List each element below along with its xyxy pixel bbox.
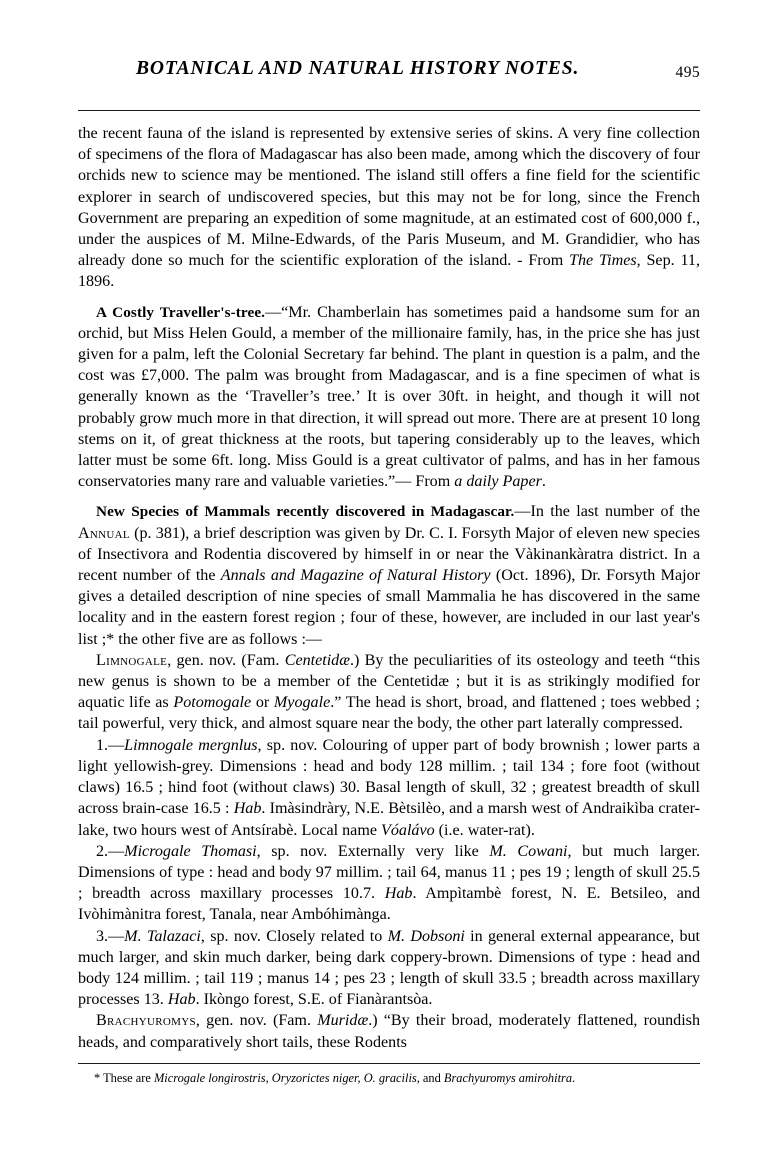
section-heading-costly-travellers-tree: A Costly Traveller's-tree. — [96, 303, 266, 321]
paragraph-species-3-m-talazaci — [78, 926, 700, 1011]
text-run: the recent fauna of the island is represented by extensive series of skins. A very fine collection of specimens of the flora of Madagascar has also been made, among which the discovery of four orchids new to science may be mentioned. The island still offers a fine field for the scientific explorer in search of undiscovered species, but this may not be for long, since the French Government are preparing an expedition of some magnitude, at an estimated cost of 600,000 f., under the auspices of M. Milne-Edwards, of the Paris Museum, and M. Grandidier, who has already done so much for the scientific exploration of the island. - From — [78, 125, 700, 270]
habitat-label: Hab — [384, 885, 413, 903]
running-head — [78, 58, 700, 104]
footnote-text — [78, 1070, 700, 1086]
journal-title-annals-and-magazine: Annals and Magazine of Natural History — [220, 567, 491, 585]
species-reference-m-dobsoni: M. Dobsoni — [387, 927, 465, 945]
footnote-marker: * — [94, 1071, 101, 1085]
text-run: . Imàsindràry, N.E. Bètsilèo, and a marsh west of Andraikìba crater-lake, two hours west of Antsírabè. Local name — [78, 800, 700, 839]
habitat-label: Hab — [167, 991, 196, 1009]
local-name-voalavo: Vóalávo — [381, 821, 435, 839]
text-run: —In the last number of the — [514, 503, 700, 521]
family-name-centetidae: Centetidæ — [284, 651, 350, 669]
text-run: . — [541, 473, 546, 491]
text-run: .) “By their broad, moderately flattened, roundish heads, and comparatively short tails, these Rodents — [78, 1012, 700, 1051]
paragraph-new-species-of-mammals — [78, 501, 700, 649]
text-run: , gen. nov. (Fam. — [195, 1012, 318, 1030]
text-run: , sp. nov. Closely related to — [200, 927, 388, 945]
smallcaps-limnogale: Limnogale — [96, 651, 168, 669]
paragraph-species-2-microgale-thomasi — [78, 841, 700, 926]
text-run: , and — [416, 1071, 444, 1085]
species-entry-number: 3.— — [96, 927, 125, 945]
text-run: . Ikòngo forest, S.E. of Fianàrantsòa. — [195, 991, 433, 1009]
text-run: in general external appearance, but much larger, and skin much darker, being dark coppery-brown. Dimensions of type : head and body 124 millim. ; tail 119 ; manus 14 ; pes 23 ; length of skull 33.5 ; breadth across maxillary processes 13. — [78, 927, 701, 1009]
text-run: , gen. nov. (Fam. — [167, 651, 285, 669]
species-name-m-talazaci: M. Talazaci — [124, 927, 201, 945]
smallcaps-brachyuromys: Brachyuromys — [96, 1012, 196, 1030]
page-number: 495 — [675, 64, 700, 81]
footnote-rule — [78, 1063, 700, 1064]
species-entry-number: 1.— — [96, 736, 125, 754]
text-run: , but much larger. Dimensions of type : head and body 97 millim. ; tail 64, manus 11 ; pes 19 ; length of skull 25.5 ; breadth across maxillary processes 10.7. — [78, 842, 700, 903]
text-run: (p. 381), a brief description was given by Dr. C. I. Forsyth Major of eleven new species of Insectivora and Rodentia discovered by himself in or near the Vàkinankàratra district. In a recent number of the — [78, 524, 700, 585]
text-run: (i.e. water-rat). — [434, 821, 535, 839]
species-entry-number: 2.— — [96, 842, 125, 860]
header-rule — [78, 110, 700, 111]
text-run: , sp. nov. Externally very like — [256, 842, 490, 860]
text-run: These are — [100, 1071, 154, 1085]
footnote-area — [78, 1063, 700, 1086]
species-name-microgale-thomasi: Microgale Thomasi — [124, 842, 257, 860]
text-run: (Oct. 1896), Dr. Forsyth Major gives a detailed description of nine species of small Mammalia he has discovered in the same locality and in the eastern forest region ; four of these, however, are included in our last year's list ;* the other five are as follows :— — [78, 567, 700, 648]
source-a-daily-paper: a daily Paper — [454, 473, 542, 491]
text-run: —“Mr. Chamberlain has sometimes paid a handsome sum for an orchid, but Miss Helen Gould, a member of the millionaire family, has, in the price she has just given for a palm, left the Colonial Secretary far behind. The plant in question is a palm, and the cost was £7,000. The palm was brought from Madagascar, and is a fine specimen of what is generally known as the ‘Traveller’s tree.’ It is over 30ft. in height, and though it will not probably grow much more in that direction, it will spread out more. There are at present 10 long stems on it, of great thickness at the roots, but tapering considerably up to the leaves, which latter must be some 6ft. long. Miss Gould is a great cultivator of palms, and has in her famous conservatories many rare and valuable varieties.”— From — [78, 303, 700, 491]
text-run: or — [251, 694, 274, 712]
footnote-species-list-2: Brachyuromys amirohitra — [443, 1071, 573, 1085]
paragraph-species-1-limnogale-mergnlus — [78, 735, 700, 841]
paragraph-brachyuromys-genus — [78, 1010, 700, 1052]
section-heading-new-species-of-mammals: New Species of Mammals recently discovered in Madagascar. — [96, 503, 515, 521]
footnote-species-list-1: Microgale longirostris, Oryzorictes niger, O. gracilis — [153, 1071, 417, 1085]
text-run: . Ampìtambè forest, N. E. Betsileo, and Ivòhimànitra forest, Tanala, near Ambóhimànga. — [78, 885, 700, 924]
genus-name-myogale: Myogale — [273, 694, 331, 712]
paragraph-limnogale-genus — [78, 650, 700, 735]
text-run: . — [572, 1071, 576, 1085]
smallcaps-annual: Annual — [78, 524, 130, 542]
text-run: , Sep. 11, 1896. — [78, 252, 700, 291]
source-title-the-times: The Times — [569, 252, 637, 270]
family-name-muridae: Muridæ — [317, 1012, 369, 1030]
species-reference-m-cowani: M. Cowani — [489, 842, 568, 860]
text-run: , sp. nov. Colouring of upper part of body brownish ; lower parts a light yellowish-grey. Dimensions : head and body 128 millim. ; tail 134 ; fore foot (without claws) 16.5 ; hind foot (without claws) 30. Basal length of skull, 32 ; greatest breadth of skull across brain-case 16.5 : — [78, 736, 700, 818]
habitat-label: Hab — [233, 800, 262, 818]
text-run: .) By the peculiarities of its osteology and teeth “this new genus is shown to be a member of the Centetidæ ; but it is as strikingly modified for aquatic life as — [78, 651, 700, 712]
species-name-limnogale-mergnlus: Limnogale mergnlus — [124, 736, 258, 754]
paragraph-costly-travellers-tree — [78, 302, 700, 493]
text-run: .” The head is short, broad, and flattened ; toes webbed ; tail powerful, very thick, and almost square near the body, the other part laterally compressed. — [78, 694, 701, 733]
page-content — [78, 0, 700, 1053]
genus-name-potomogale: Potomogale — [173, 694, 252, 712]
running-head-title: BOTANICAL AND NATURAL HISTORY NOTES. — [136, 58, 580, 79]
paragraph-madagascar-fauna — [78, 123, 700, 293]
